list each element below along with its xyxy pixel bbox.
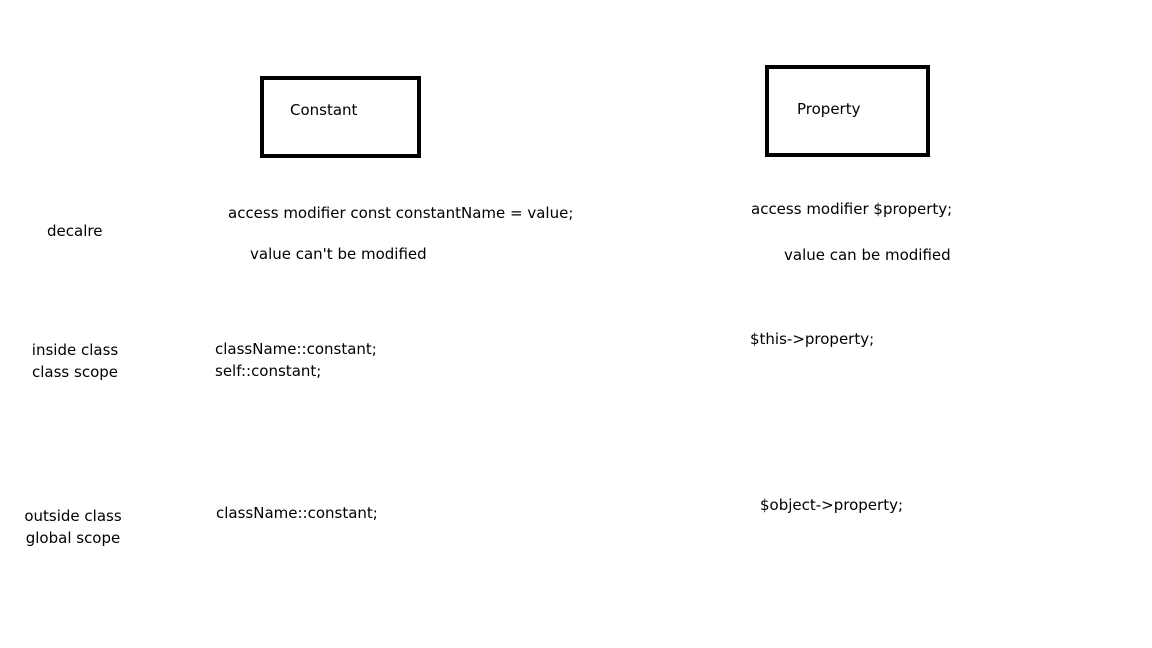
property-header-label: Property xyxy=(797,100,861,118)
constant-header-label: Constant xyxy=(290,101,358,119)
constant-outside-line1: className::constant; xyxy=(216,504,378,522)
row-label-declare: decalre xyxy=(47,222,103,240)
property-declare-note: value can be modified xyxy=(784,246,951,264)
row-label-outside-line2: global scope xyxy=(25,529,121,547)
constant-inside-line1: className::constant; xyxy=(215,340,377,358)
row-label-inside-line2: class scope xyxy=(32,363,118,381)
row-label-inside-line1: inside class xyxy=(31,341,119,359)
constant-inside-line2: self::constant; xyxy=(215,362,322,380)
row-label-outside-line1: outside class xyxy=(24,507,122,525)
constant-declare-note: value can't be modified xyxy=(250,245,427,263)
property-outside-line1: $object->property; xyxy=(760,496,904,514)
row-label-outside-class xyxy=(20,505,126,549)
property-declare-syntax: access modifier $property; xyxy=(751,200,953,218)
constant-declare-syntax: access modifier const constantName = value; xyxy=(228,204,574,222)
row-label-inside-class xyxy=(30,339,120,383)
property-inside-line1: $this->property; xyxy=(750,330,875,348)
